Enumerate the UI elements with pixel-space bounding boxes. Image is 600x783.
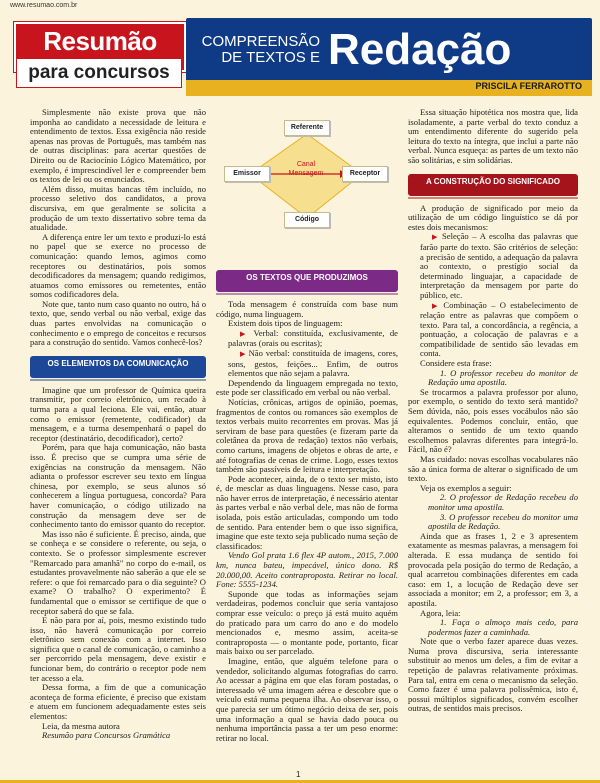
paragraph: Essa situação hipotética nos mostra que, lida isoladamente, a parte verbal do texto conduz a um entendimento diferente do sugerido pela leitura do texto na íntegra, que inclui a parte não verbal. Nunca esqueça: as partes de um texto não são solitárias, e sim solidárias. — [408, 107, 578, 165]
triangle-bullet-icon: ▶ — [432, 233, 442, 242]
paragraph: Além disso, muitas bancas têm incluído, no processo seletivo dos candidatos, a prova discursiva, em que geralmente se solicita a produção de um texto dissertativo sobre tema da atualidade. — [30, 183, 206, 233]
paragraph: A produção de significado por meio da utilização de um código linguístico se dá por estes dois mecanismos: — [408, 202, 578, 232]
paragraph: Pode acontecer, ainda, de o texto ser misto, isto é, de mesclar as duas linguagens. Nesse caso, para não haver erros de interpretação, é necessário atentar às partes verbal e não verbal dele, mas não de forma isolada, pois estão articuladas, compondo um todo de sentido. Para entender bem o que isso significa, imagine que este texto seja publicado numa seção de classificados: — [216, 473, 398, 551]
page-number: 1 — [296, 770, 301, 779]
paragraph: Mas cuidado: novas escolhas vocabulares não são a única forma de alterar o significado de um texto. — [408, 454, 578, 484]
example-2: 2. O professor de Redação recebeu do monitor uma apostila. — [428, 492, 578, 512]
paragraph: A diferença entre ler um texto e produzi-lo está no papel que se exerce no processo de comunicação: quando lemos, agimos como receptores ou destinatários, pois somos decodificadores da mensagem; quando redigimos, atuamos como emissores ou remetentes, então somos codificadores dela. — [30, 231, 206, 300]
communication-diagram — [224, 112, 390, 236]
bullet-text: Seleção – A escolha das palavras que farão parte do texto. São critérios de seleção: a precisão de sentido, a adequação da palavra ao contexto, o prestígio social da determinado linguajar, a capacidade de interpretação da mensagem por parte do público, etc. — [420, 231, 578, 300]
example-3: 3. O professor recebeu do monitor uma apostila de Redação. — [428, 511, 578, 532]
paragraph: Dependendo da linguagem empregada no texto, este pode ser classificado em verbal ou não verbal. — [216, 377, 398, 398]
example-4: 1. Faça o almoço mais cedo, para podermos fazer a caminhada. — [428, 617, 578, 637]
column-1 — [30, 108, 206, 741]
section-heading-texts: OS TEXTOS QUE PRODUZIMOS — [216, 270, 398, 292]
paragraph: Veja os exemplos a seguir: — [420, 482, 512, 493]
column-2 — [216, 262, 398, 743]
triangle-bullet-icon: ▶ — [240, 329, 254, 338]
paragraph: Imagine que um professor de Química queira transmitir, por correio eletrônico, um recado à turma para a qual leciona. Ele vai, então, atuar como o emissor (remetente, codificador) da mensagem, e a turma desempenhará o papel do receptor (destinatário, decodificador), certo? — [30, 384, 206, 443]
author-name: PRISCILA FERRAROTTO — [475, 81, 582, 91]
bullet-text: Verbal: constituída, exclusivamente, de palavras (orais ou escritas); — [228, 327, 398, 349]
paragraph: Porém, para que haja comunicação, não basta isso. É preciso que se cumpra uma série de exigências na construção da mensagem. Não adianta o professor escrever seu texto em língua chinesa, por exemplo, se seus alunos só conhecerem a língua portuguesa, concorda? Para haver comunicação, o código utilizado na construção da mensagem deve ser de conhecimento tanto do emissor quanto do receptor. — [30, 442, 206, 530]
node-referente: Referente — [284, 120, 330, 136]
section-heading-meaning: A CONSTRUÇÃO DO SIGNIFICADO — [408, 174, 578, 196]
author-band — [186, 80, 592, 96]
node-receptor: Receptor — [342, 166, 388, 182]
logo — [14, 22, 184, 94]
header-title: Redação — [328, 25, 512, 74]
bullet-text: Combinação – O estabelecimento de relação entre as palavras que compõem o texto. Para tal, a concordância, a regência, a pontuação, a colocação de palavras e a compatibilidade de sentido são levadas em conta. — [420, 299, 578, 359]
paragraph: Considere esta frase: — [420, 358, 492, 369]
header — [8, 12, 592, 96]
paragraph: Note que o verbo fazer aparece duas vezes. Numa prova discursiva, seria interessante substituir ao menos um deles, a fim de evitar a repetição de palavras relativamente próximas. Para tal, entra em cena o mecanismo da seleção. Como fazer é uma palavra polissêmica, isto é, possui múltiplos significados, convém escolher outras, de sentidos mais precisos. — [408, 636, 578, 714]
triangle-bullet-icon: ▶ — [240, 349, 249, 358]
bullet-selecao — [408, 232, 578, 300]
node-emissor: Emissor — [224, 166, 270, 182]
site-url[interactable]: www.resumao.com.br — [10, 2, 78, 9]
paragraph: Notícias, crônicas, artigos de opinião, poemas, fragmentos de contos ou romances são exemplos de textos verbais muito recorrentes em provas. Mas já serviram de base para questões (e fizeram parte da coletânea da prova de redação) textos não verbais, como cartuns, imagens de objetos e obras de arte, e até fotografias de cenas de crime. Logo, esses textos também são passíveis de leitura e interpretação. — [216, 396, 398, 475]
reference-title: Resumão para Concursos Gramática — [42, 730, 171, 741]
paragraph: Ainda que as frases 1, 2 e 3 apresentem exatamente as mesmas palavras, a mensagem foi alterada. E essa mudança de sentido foi provocada pela posição do termo de Redação, a qual acarretou combinações diferentes em cada caso: em 1, a locução de Redação deve ser associada a monitor; em 2, a professor; em 3, a apostila. — [408, 530, 578, 608]
paragraph: Mas isso não é suficiente. É preciso, ainda, que se conheça e se considere o referente, ou seja, o contexto. Se o professor simplesmente escrever "Remarcado para amanhã" no corpo do e-mail, os estudantes provavelmente não saberão a que ele se refere: o que foi remarcado para o dia seguinte? O exame? O trabalho? O experimento? É fundamental que o emissor se certifique de que o receptor saberá do que se fala. — [30, 528, 206, 616]
bullet-nao-verbal — [216, 349, 398, 379]
paragraph: Suponde que todas as informações sejam verdadeiras, podemos concluir que seria vantajoso comprar esse veículo: o preço já está muito aquém do praticado para um carro do ano e do modelo mencionados e, mesmo assim, aceita-se contraproposta — o montante pode, portanto, ficar mais baixo ou ser parcelado. — [216, 588, 398, 657]
header-subtitle: COMPREENSÃO DE TEXTOS E — [201, 33, 320, 66]
paragraph: Imagine, então, que alguém telefone para o vendedor, solicitando algumas fotografias do carro. Ao acessar a página em que elas foram postadas, o interessado vê uma imagem aérea e descobre que o veículo está numa pequena ilha. Ao observar isso, o que parecia ser um ótimo negócio deixa de ser, pois uma informação a qual se havia dado pouca ou nenhuma importância passa a ter um peso enorme: retirar no local. — [216, 655, 398, 743]
reference-label: Leia, da mesma autora — [42, 720, 120, 731]
paragraph: Se trocarmos a palavra professor por aluno, por exemplo, o sentido do texto será mantido? Sem dúvida, não, pois esses vocábulos não são equivalentes. Podemos concluir, então, que alteramos o sentido de um texto quando escolhemos palavras diferentes para integrá-lo. Fácil, não é? — [408, 386, 578, 455]
paragraph: Note que, tanto num caso quanto no outro, há o texto, que, sendo verbal ou não verbal, exige das duas partes envolvidas na comunicação o conhecimento e o emprego de conceitos e recursos para a construção do sentido. Vamos conhecê-los? — [30, 298, 206, 348]
paragraph: E não para por aí, pois, mesmo existindo tudo isso, não haverá comunicação por correio eletrônico sem conexão com a internet. Isso significa que o canal de comunicação, o caminho a ser percorrido pela mensagem, deve existir e funcionar bem, do contrário o receptor pode nem ter acesso a ela. — [30, 615, 206, 683]
bullet-verbal — [216, 329, 398, 349]
paragraph: Dessa forma, a fim de que a comunicação aconteça de forma eficiente, é preciso que existam e atuem em funcionem adequadamente estes seis elementos: — [30, 682, 206, 722]
title-band — [186, 18, 592, 96]
column-3 — [408, 108, 578, 714]
node-canal-mensagem: Canal Mensagem — [288, 161, 324, 177]
paragraph: Toda mensagem é construída com base num código, numa linguagem. — [216, 299, 398, 319]
node-codigo: Código — [284, 212, 330, 228]
example-1: 1. O professor recebeu do monitor de Redação uma apostila. — [428, 367, 578, 388]
paragraph: Agora, leia: — [420, 607, 461, 618]
triangle-bullet-icon: ▶ — [432, 301, 444, 310]
section-heading-elements: OS ELEMENTOS DA COMUNICAÇÃO — [30, 356, 206, 378]
paragraph: Simplesmente não existe prova que não imponha ao candidato a necessidade de leitura e entendimento de textos. Essa exigência não reside apenas nas provas de Português, mas também nas de outras disciplinas: para acertar questões de Direito ou de Raciocínio Lógico Matemático, por exemplo, é imprescindível ler e compreender bem os textos de lei ou os enunciados. — [30, 107, 206, 185]
logo-title: Resumão — [43, 26, 157, 56]
logo-subtitle: para concursos — [16, 58, 182, 88]
classified-ad-example: Vendo Gol prata 1.6 flex 4P autom., 2015, 7.000 km, nunca bateu, impecável, único dono. R$ 20.000,00. Aceito contraproposta. Retirar no local. Fone: 5555-1234. — [216, 550, 398, 590]
paragraph: Existem dois tipos de linguagem: — [228, 318, 343, 329]
bullet-combinacao — [408, 301, 578, 360]
bullet-text: Não verbal: constituída de imagens, cores, sons, gestos, feições... Enfim, de outros elementos que não sejam a palavra. — [228, 347, 398, 379]
